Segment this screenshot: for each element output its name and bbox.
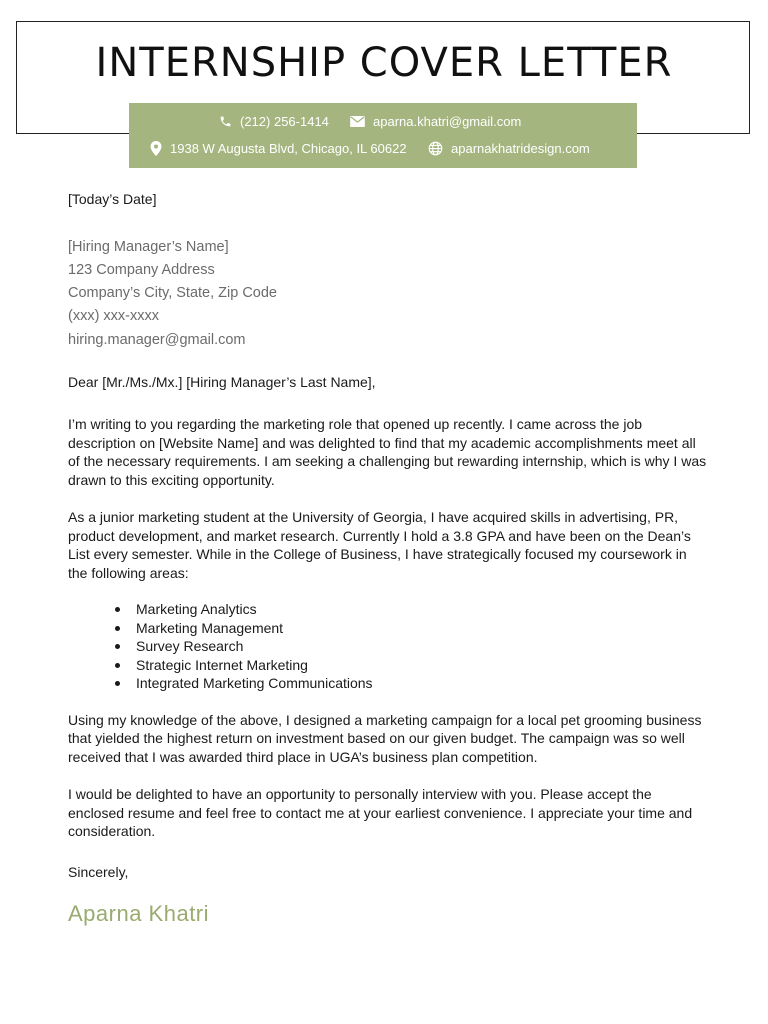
address-text: 1938 W Augusta Blvd, Chicago, IL 60622 xyxy=(170,141,407,156)
letter-body xyxy=(68,190,708,927)
recipient-address: 123 Company Address xyxy=(68,261,215,278)
paragraph-campaign: Using my knowledge of the above, I designed a marketing campaign for a local pet grooming business that yielded the highest return on investment based on our given budget. The campaign was so well received that I was awarded third place in UGA’s business plan competition. xyxy=(68,711,702,765)
salutation: Dear [Mr./Ms./Mx.] [Hiring Manager’s Last Name], xyxy=(68,373,376,390)
contact-email xyxy=(350,114,521,129)
recipient-phone: (xxx) xxx-xxxx xyxy=(68,308,160,325)
list-item: Strategic Internet Marketing xyxy=(112,656,708,675)
globe-icon xyxy=(428,141,443,156)
phone-text: (212) 256-1414 xyxy=(240,114,329,129)
website-text: aparnakhatridesign.com xyxy=(451,141,590,156)
map-pin-icon xyxy=(150,141,162,156)
contact-website xyxy=(428,141,590,156)
areas-list xyxy=(112,600,708,693)
recipient-name: [Hiring Manager’s Name] xyxy=(68,238,229,255)
contact-band xyxy=(129,103,637,168)
signature: Aparna Khatri xyxy=(68,901,210,927)
envelope-icon xyxy=(350,116,365,127)
recipient-block xyxy=(68,236,708,352)
page-title: INTERNSHIP COVER LETTER xyxy=(95,40,673,86)
list-item: Survey Research xyxy=(112,637,708,656)
list-item: Marketing Analytics xyxy=(112,600,708,619)
contact-phone xyxy=(219,114,329,129)
email-text: aparna.khatri@gmail.com xyxy=(373,114,522,129)
paragraph-intro: I’m writing to you regarding the marketing role that opened up recently. I came across the job description on [Website Name] and was delighted to find that my academic accomplishments meet all of the necessary requirements. I am seeking a challenging but rewarding internship, which is why I was drawn to this exciting opportunity. xyxy=(68,416,707,488)
recipient-city: Company’s City, State, Zip Code xyxy=(68,285,277,302)
paragraph-closing: I would be delighted to have an opportunity to personally interview with you. Please accept the enclosed resume and feel free to contact me at your earliest convenience. I appreciate your time and consideration. xyxy=(68,786,693,840)
recipient-email: hiring.manager@gmail.com xyxy=(68,331,246,348)
letter-date: [Today’s Date] xyxy=(68,191,157,207)
list-item: Marketing Management xyxy=(112,619,708,638)
closing-text: Sincerely, xyxy=(68,863,129,880)
paragraph-skills: As a junior marketing student at the University of Georgia, I have acquired skills in advertising, PR, product development, and market research. Currently I hold a 3.8 GPA and have been on the Dean’s List every semester. While in the College of Business, I have strategically focused my coursework in the following areas: xyxy=(68,509,691,581)
phone-icon xyxy=(219,115,232,128)
contact-address xyxy=(150,141,407,156)
list-item: Integrated Marketing Communications xyxy=(112,674,708,693)
